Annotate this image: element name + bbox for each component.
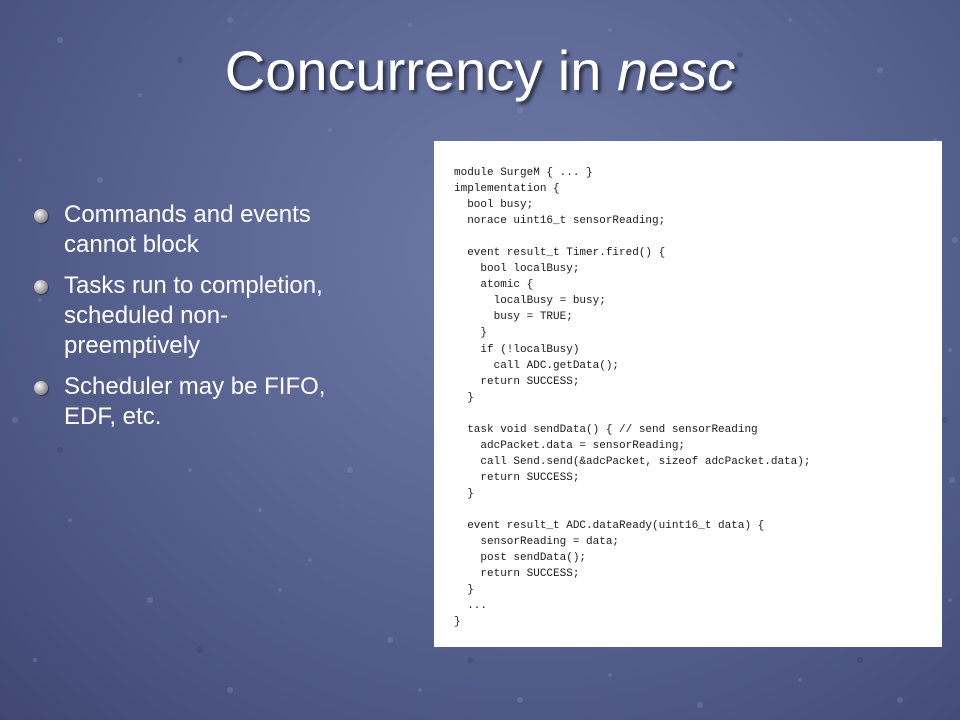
code-line bbox=[454, 406, 810, 422]
code-line: return SUCCESS; bbox=[454, 375, 580, 388]
code-line: busy = TRUE; bbox=[454, 311, 573, 324]
slide-title bbox=[0, 38, 960, 103]
code-line bbox=[454, 502, 810, 518]
code-line: } bbox=[454, 616, 461, 629]
code-line bbox=[454, 229, 810, 245]
bullet-item bbox=[34, 200, 424, 260]
code-line: norace uint16_t sensorReading; bbox=[454, 215, 666, 228]
code-line: localBusy = busy; bbox=[454, 295, 606, 308]
code-line: post sendData(); bbox=[454, 552, 587, 565]
code-line: bool busy; bbox=[454, 199, 534, 212]
slide-title-text: Concurrency in bbox=[224, 39, 617, 102]
bullet-text-line: Scheduler may be FIFO, bbox=[64, 373, 326, 400]
bullet-text-line: scheduled non- bbox=[64, 302, 229, 329]
code-line: call ADC.getData(); bbox=[454, 359, 620, 372]
code-line: call Send.send(&adcPacket, sizeof adcPacket.data); bbox=[454, 455, 811, 468]
bullet-sphere-icon bbox=[34, 381, 48, 395]
code-line: task void sendData() { // send sensorReading bbox=[454, 423, 758, 436]
code-line: adcPacket.data = sensorReading; bbox=[454, 439, 686, 452]
bullet-text-line: Commands and events bbox=[64, 201, 311, 228]
bullet-sphere-icon bbox=[34, 209, 48, 223]
code-line: bool localBusy; bbox=[454, 263, 580, 276]
code-line: event result_t Timer.fired() { bbox=[454, 247, 666, 260]
bullet-item bbox=[34, 271, 424, 361]
bullet-text-line: cannot block bbox=[64, 231, 199, 258]
code-line: return SUCCESS; bbox=[454, 568, 580, 581]
code-line: sensorReading = data; bbox=[454, 536, 620, 549]
code-image-panel bbox=[434, 141, 942, 647]
bullet-list bbox=[34, 200, 424, 443]
bullet-text-line: Tasks run to completion, bbox=[64, 272, 323, 299]
code-line: return SUCCESS; bbox=[454, 471, 580, 484]
code-line: } bbox=[454, 391, 474, 404]
code-line: module SurgeM { ... } bbox=[454, 167, 593, 179]
bullet-sphere-icon bbox=[34, 280, 48, 294]
code-line: ... bbox=[454, 600, 488, 613]
code-line: atomic { bbox=[454, 279, 534, 292]
code-listing bbox=[454, 165, 810, 630]
bullet-text-line: preemptively bbox=[64, 332, 201, 359]
bullet-item bbox=[34, 372, 424, 432]
slide-title-emphasis: nesc bbox=[616, 39, 736, 102]
code-line: event result_t ADC.dataReady(uint16_t data) { bbox=[454, 520, 765, 533]
code-line: if (!localBusy) bbox=[454, 343, 580, 356]
code-line: } bbox=[454, 327, 488, 340]
bullet-text-line: EDF, etc. bbox=[64, 403, 162, 430]
code-line: } bbox=[454, 487, 474, 500]
code-line: implementation { bbox=[454, 183, 560, 196]
code-line: } bbox=[454, 584, 474, 597]
